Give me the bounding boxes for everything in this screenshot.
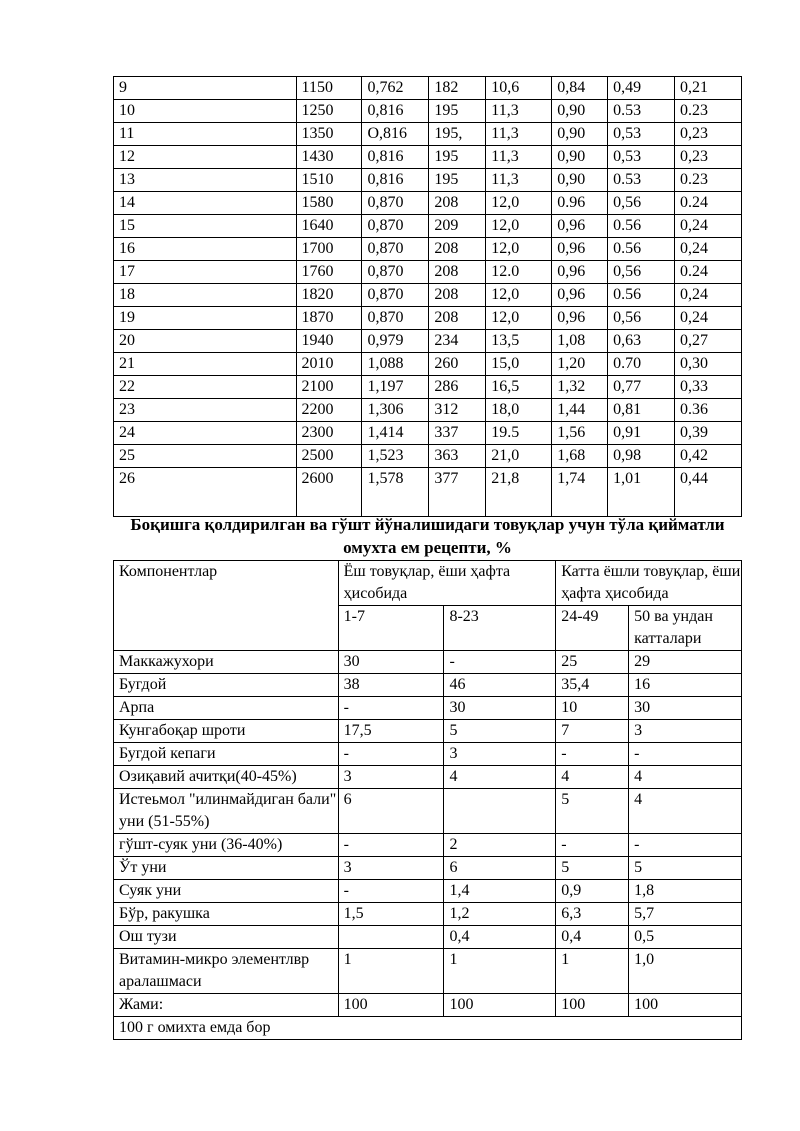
- table-row: [114, 857, 742, 880]
- table-cell: 30: [444, 697, 556, 720]
- table-cell: 2600: [296, 468, 362, 517]
- subheader-cell: 8-23: [444, 606, 556, 651]
- table-cell: 12,0: [486, 307, 552, 330]
- table-cell: 3: [338, 857, 444, 880]
- table-cell: 182: [429, 77, 486, 100]
- table-cell: 13: [114, 169, 297, 192]
- table-cell: 1430: [296, 146, 362, 169]
- component-name: Витамин-микро элементлвр аралашмаси: [114, 949, 339, 994]
- component-name: Озиқавий ачитқи(40-45%): [114, 766, 339, 789]
- table-cell: 5: [444, 720, 556, 743]
- table-cell: 0.56: [608, 215, 675, 238]
- table-cell: -: [629, 743, 742, 766]
- table-cell: -: [338, 834, 444, 857]
- table-cell: 0,24: [675, 238, 742, 261]
- component-name: Маккажухори: [114, 651, 339, 674]
- table-cell: 0,77: [608, 376, 675, 399]
- table-row: [114, 353, 742, 376]
- table-cell: 11: [114, 123, 297, 146]
- table-cell: 20: [114, 330, 297, 353]
- table-row: [114, 880, 742, 903]
- table-cell: 1,414: [362, 422, 429, 445]
- table-cell: 10: [556, 697, 629, 720]
- table-cell: 0.53: [608, 100, 675, 123]
- table-cell: 0,39: [675, 422, 742, 445]
- table-cell: 0,42: [675, 445, 742, 468]
- table-cell: 35,4: [556, 674, 629, 697]
- table-cell: 1700: [296, 238, 362, 261]
- table-cell: 5,7: [629, 903, 742, 926]
- table-cell: 1,68: [552, 445, 608, 468]
- table-cell: [444, 789, 556, 834]
- table-cell: 6,3: [556, 903, 629, 926]
- table-cell: 208: [429, 284, 486, 307]
- table-cell: 0,870: [362, 307, 429, 330]
- table-cell: 2100: [296, 376, 362, 399]
- table-cell: -: [556, 743, 629, 766]
- table-cell: 6: [338, 789, 444, 834]
- table-cell: 0,53: [608, 146, 675, 169]
- table-title: Боқишга қолдирилган ва гўшт йўналишидаги товуқлар учун тўла қийматли омухта ем рецепти, %: [130, 515, 725, 557]
- table-cell: 0.56: [608, 284, 675, 307]
- table-row: [114, 697, 742, 720]
- table-cell: 0,91: [608, 422, 675, 445]
- table-cell: 0,90: [552, 100, 608, 123]
- table-row: [114, 994, 742, 1017]
- header-components: Компонентлар: [114, 561, 339, 651]
- component-name: Арпа: [114, 697, 339, 720]
- table-cell: 1,0: [629, 949, 742, 994]
- table-row: [114, 789, 742, 834]
- table-cell: 0,90: [552, 169, 608, 192]
- table-cell: 12,0: [486, 238, 552, 261]
- table-cell: 11,3: [486, 146, 552, 169]
- table-cell: 1,578: [362, 468, 429, 517]
- table-cell: 1,088: [362, 353, 429, 376]
- table-cell: 1,8: [629, 880, 742, 903]
- table-cell: 0,4: [444, 926, 556, 949]
- table-cell: 0.96: [552, 192, 608, 215]
- table-cell: 11,3: [486, 123, 552, 146]
- table-cell: 0,870: [362, 284, 429, 307]
- table-cell: 2010: [296, 353, 362, 376]
- table-cell: 0,870: [362, 215, 429, 238]
- table-cell: 1510: [296, 169, 362, 192]
- table-cell: 1150: [296, 77, 362, 100]
- table-row: [114, 766, 742, 789]
- table-row: [114, 422, 742, 445]
- table-cell: 0,44: [675, 468, 742, 517]
- table-cell: 18: [114, 284, 297, 307]
- table-row: [114, 284, 742, 307]
- table-row: [114, 834, 742, 857]
- table-cell: 1,4: [444, 880, 556, 903]
- table-cell: 1,44: [552, 399, 608, 422]
- table-cell: 19.5: [486, 422, 552, 445]
- table-cell: 3: [629, 720, 742, 743]
- table-cell: 1,2: [444, 903, 556, 926]
- table-cell: 16: [114, 238, 297, 261]
- table-cell: 5: [556, 857, 629, 880]
- table-cell: 7: [556, 720, 629, 743]
- table-cell: 12.0: [486, 261, 552, 284]
- table-cell: 195: [429, 146, 486, 169]
- table-header-row: [114, 561, 742, 606]
- table-cell: 16: [629, 674, 742, 697]
- table-feed-recipe: [113, 560, 742, 1040]
- component-name: Бугдой кепаги: [114, 743, 339, 766]
- table-row: [114, 238, 742, 261]
- table-cell: 0,96: [552, 307, 608, 330]
- table-cell: 0,30: [675, 353, 742, 376]
- table-row: [114, 926, 742, 949]
- table-cell: 1760: [296, 261, 362, 284]
- table-cell: 0.36: [675, 399, 742, 422]
- table-row: [114, 399, 742, 422]
- table-cell: 0.53: [608, 169, 675, 192]
- table-row: [114, 720, 742, 743]
- table-cell: 0,96: [552, 284, 608, 307]
- table-cell: -: [338, 697, 444, 720]
- table-cell: 13,5: [486, 330, 552, 353]
- table-cell: 16,5: [486, 376, 552, 399]
- table-row: [114, 468, 742, 517]
- table-row: [114, 123, 742, 146]
- table-cell: 4: [629, 789, 742, 834]
- table-cell: -: [338, 743, 444, 766]
- table-cell: 11,3: [486, 169, 552, 192]
- table-row: [114, 169, 742, 192]
- table-cell: -: [556, 834, 629, 857]
- table-cell: 234: [429, 330, 486, 353]
- table-cell: 0,56: [608, 307, 675, 330]
- table-cell: 12: [114, 146, 297, 169]
- table-cell: 22: [114, 376, 297, 399]
- table-cell: 1,523: [362, 445, 429, 468]
- table-row: [114, 192, 742, 215]
- table-cell: 4: [629, 766, 742, 789]
- table-row: [114, 903, 742, 926]
- table-cell: 17: [114, 261, 297, 284]
- table-cell: 100: [338, 994, 444, 1017]
- table-cell: 0,870: [362, 238, 429, 261]
- table-cell: 377: [429, 468, 486, 517]
- table-cell: 0,816: [362, 100, 429, 123]
- table-cell: 1,01: [608, 468, 675, 517]
- table-row: [114, 445, 742, 468]
- table-cell: 100: [444, 994, 556, 1017]
- component-name: Бугдой: [114, 674, 339, 697]
- table-cell: 0,56: [608, 192, 675, 215]
- component-name: Ўт уни: [114, 857, 339, 880]
- table-cell: 0.23: [675, 100, 742, 123]
- table-cell: 3: [338, 766, 444, 789]
- table-cell: 0,870: [362, 192, 429, 215]
- table-cell: 5: [629, 857, 742, 880]
- table-cell: 17,5: [338, 720, 444, 743]
- component-name: Бўр, ракушка: [114, 903, 339, 926]
- header-young-birds: Ёш товуқлар, ёши ҳафта ҳисобида: [338, 561, 556, 606]
- table-cell: 312: [429, 399, 486, 422]
- table-cell: 0,63: [608, 330, 675, 353]
- table-cell: 29: [629, 651, 742, 674]
- table-cell: О,816: [362, 123, 429, 146]
- table-row: [114, 949, 742, 994]
- table-cell: 1: [444, 949, 556, 994]
- table-cell: 11,3: [486, 100, 552, 123]
- table-cell: 1: [338, 949, 444, 994]
- table-cell: 0.56: [608, 238, 675, 261]
- table-row: [114, 743, 742, 766]
- table-cell: 6: [444, 857, 556, 880]
- table-cell: 363: [429, 445, 486, 468]
- subheader-cell: 24-49: [556, 606, 629, 651]
- table-cell: 30: [629, 697, 742, 720]
- table-cell: 0,56: [608, 261, 675, 284]
- table-cell: 0.24: [675, 192, 742, 215]
- table-cell: 25: [556, 651, 629, 674]
- table-cell: 0,96: [552, 238, 608, 261]
- table-cell: 0.23: [675, 169, 742, 192]
- table-cell: 1820: [296, 284, 362, 307]
- table-cell: 1870: [296, 307, 362, 330]
- table-cell: 337: [429, 422, 486, 445]
- table-cell: 30: [338, 651, 444, 674]
- table-cell: 21: [114, 353, 297, 376]
- table-cell: 3: [444, 743, 556, 766]
- component-name: гўшт-суяк уни (36-40%): [114, 834, 339, 857]
- table-cell: 1940: [296, 330, 362, 353]
- table-cell: 1580: [296, 192, 362, 215]
- table-cell: 0,84: [552, 77, 608, 100]
- table-cell: 12,0: [486, 192, 552, 215]
- table-cell: 286: [429, 376, 486, 399]
- table-cell: 2: [444, 834, 556, 857]
- table-cell: 0,816: [362, 146, 429, 169]
- table-row: [114, 77, 742, 100]
- component-name: Суяк уни: [114, 880, 339, 903]
- table-cell: 0,98: [608, 445, 675, 468]
- table-cell: 46: [444, 674, 556, 697]
- table-cell: 15,0: [486, 353, 552, 376]
- table-cell: 18,0: [486, 399, 552, 422]
- table-row: [114, 215, 742, 238]
- table-cell: 0,979: [362, 330, 429, 353]
- table-cell: 208: [429, 192, 486, 215]
- table-row: [114, 146, 742, 169]
- table-cell: 0,96: [552, 261, 608, 284]
- table-cell: 0,33: [675, 376, 742, 399]
- table-cell: 208: [429, 238, 486, 261]
- table-cell: 195: [429, 100, 486, 123]
- table-cell: 2300: [296, 422, 362, 445]
- table-cell: 25: [114, 445, 297, 468]
- table-cell: 1,197: [362, 376, 429, 399]
- table-cell: 0,9: [556, 880, 629, 903]
- table-cell: 21,0: [486, 445, 552, 468]
- table-cell: 195,: [429, 123, 486, 146]
- table-cell: 1,74: [552, 468, 608, 517]
- component-name: Истеьмол "илинмайдиган бали" уни (51-55%): [114, 789, 339, 834]
- table-cell: 12,0: [486, 284, 552, 307]
- table-cell: -: [338, 880, 444, 903]
- table-cell: [338, 926, 444, 949]
- table-cell: 0,23: [675, 146, 742, 169]
- component-name: Жами:: [114, 994, 339, 1017]
- component-name: Ош тузи: [114, 926, 339, 949]
- table-cell: 5: [556, 789, 629, 834]
- table-cell: 38: [338, 674, 444, 697]
- table-cell: 23: [114, 399, 297, 422]
- table-cell: 10: [114, 100, 297, 123]
- table-cell: 10,6: [486, 77, 552, 100]
- table-cell: 0,762: [362, 77, 429, 100]
- table-cell: 12,0: [486, 215, 552, 238]
- table-cell: 2500: [296, 445, 362, 468]
- table-cell: 1350: [296, 123, 362, 146]
- table-cell: 0,53: [608, 123, 675, 146]
- table-nutrition-norms: [113, 76, 742, 517]
- footer-note: 100 г омихта емда бор: [114, 1017, 742, 1040]
- table-row: [114, 376, 742, 399]
- table-cell: 9: [114, 77, 297, 100]
- table-cell: 14: [114, 192, 297, 215]
- table-cell: 1250: [296, 100, 362, 123]
- table-cell: 26: [114, 468, 297, 517]
- subheader-cell: 50 ва ундан катталари: [629, 606, 742, 651]
- table-cell: 0,96: [552, 215, 608, 238]
- table-cell: 260: [429, 353, 486, 376]
- table-row: [114, 307, 742, 330]
- table-cell: 0,81: [608, 399, 675, 422]
- table-cell: 0,23: [675, 123, 742, 146]
- table-cell: 0,4: [556, 926, 629, 949]
- table-cell: 15: [114, 215, 297, 238]
- table-cell: -: [629, 834, 742, 857]
- table-cell: 19: [114, 307, 297, 330]
- table-cell: 0.70: [608, 353, 675, 376]
- table-row: [114, 100, 742, 123]
- table-cell: 1,306: [362, 399, 429, 422]
- table-cell: 209: [429, 215, 486, 238]
- table-cell: 0,24: [675, 215, 742, 238]
- table-cell: 24: [114, 422, 297, 445]
- table-cell: 0,24: [675, 284, 742, 307]
- table-row: [114, 651, 742, 674]
- table-cell: 208: [429, 261, 486, 284]
- table-cell: 0.24: [675, 261, 742, 284]
- subheader-cell: 1-7: [338, 606, 444, 651]
- table-cell: 0,49: [608, 77, 675, 100]
- table-cell: 1640: [296, 215, 362, 238]
- table-cell: 100: [556, 994, 629, 1017]
- table-cell: 21,8: [486, 468, 552, 517]
- table-cell: 0,90: [552, 146, 608, 169]
- table-row: [114, 261, 742, 284]
- table-footer-row: [114, 1017, 742, 1040]
- table-cell: 0,21: [675, 77, 742, 100]
- table-cell: 1,5: [338, 903, 444, 926]
- component-name: Кунгабоқар шроти: [114, 720, 339, 743]
- table-cell: 1,08: [552, 330, 608, 353]
- table-cell: 0,816: [362, 169, 429, 192]
- table-row: [114, 674, 742, 697]
- table-cell: 0,27: [675, 330, 742, 353]
- table-cell: 0,870: [362, 261, 429, 284]
- table-cell: 0,5: [629, 926, 742, 949]
- table-cell: 100: [629, 994, 742, 1017]
- table-cell: 1,32: [552, 376, 608, 399]
- table-cell: -: [444, 651, 556, 674]
- table-row: [114, 330, 742, 353]
- table-cell: 4: [444, 766, 556, 789]
- table-cell: 4: [556, 766, 629, 789]
- table-cell: 1: [556, 949, 629, 994]
- table-cell: 1,56: [552, 422, 608, 445]
- table-cell: 0,90: [552, 123, 608, 146]
- table-cell: 208: [429, 307, 486, 330]
- table-cell: 195: [429, 169, 486, 192]
- table-cell: 0,24: [675, 307, 742, 330]
- table-cell: 2200: [296, 399, 362, 422]
- table-cell: 1,20: [552, 353, 608, 376]
- header-adult-birds: Катта ёшли товуқлар, ёши ҳафта ҳисобида: [556, 561, 742, 606]
